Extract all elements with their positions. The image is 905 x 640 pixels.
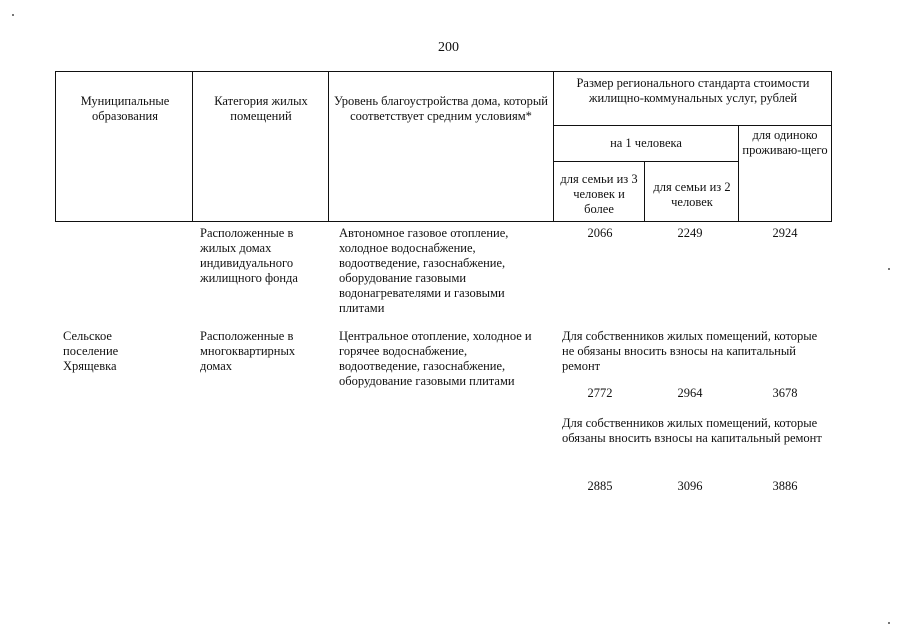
row2-note2-value-single: 3886	[772, 479, 798, 493]
divider	[738, 125, 739, 222]
header-municipality: Муниципальные образования	[80, 94, 170, 123]
divider	[644, 161, 645, 222]
header-per-person: на 1 человека	[610, 136, 682, 150]
row2-level: Центральное отопление, холодное и горячее водоснабжение, водоотведение, газоснабжение, оборудование газовыми плитами	[339, 329, 532, 388]
header-family-3: для семьи из 3 человек и более	[560, 172, 638, 216]
divider	[192, 71, 193, 222]
row2-municipality: Сельское поселение Хрящевка	[63, 329, 119, 373]
page-number: 200	[438, 40, 459, 55]
row2-note2-value-family2: 3096	[677, 479, 703, 493]
row2-note-no-capital-repair: Для собственников жилых помещений, которые не обязаны вносить взносы на капитальный ремонт	[562, 329, 818, 373]
row1-value-family2: 2249	[677, 226, 703, 240]
divider	[328, 71, 329, 222]
divider	[553, 125, 832, 126]
header-single: для одиноко проживаю-щего	[742, 128, 828, 157]
row1-value-family3: 2066	[587, 226, 613, 240]
divider	[553, 71, 554, 222]
row2-note1-value-family2: 2964	[677, 386, 703, 400]
row1-level: Автономное газовое отопление, холодное водоснабжение, водоотведение, газоснабжение, оборудование газовыми водонагревателями и газовыми плитами	[339, 226, 509, 315]
row1-value-single: 2924	[772, 226, 798, 240]
row1-category: Расположенные в жилых домах индивидуального жилищного фонда	[200, 226, 298, 285]
row2-category: Расположенные в многоквартирных домах	[200, 329, 296, 373]
scan-speck	[888, 268, 890, 270]
header-standard-size: Размер регионального стандарта стоимости жилищно-коммунальных услуг, рублей	[576, 76, 810, 105]
scan-speck	[888, 622, 890, 624]
header-level: Уровень благоустройства дома, который соответствует средним условиям*	[334, 94, 548, 123]
row2-note2-value-family3: 2885	[587, 479, 613, 493]
header-category: Категория жилых помещений	[214, 94, 308, 123]
divider	[553, 161, 738, 162]
row2-note-with-capital-repair: Для собственников жилых помещений, которые обязаны вносить взносы на капитальный ремонт	[562, 416, 822, 445]
row2-note1-value-family3: 2772	[587, 386, 613, 400]
header-family-2: для семьи из 2 человек	[653, 180, 731, 209]
scan-speck	[12, 14, 14, 16]
row2-note1-value-single: 3678	[772, 386, 798, 400]
